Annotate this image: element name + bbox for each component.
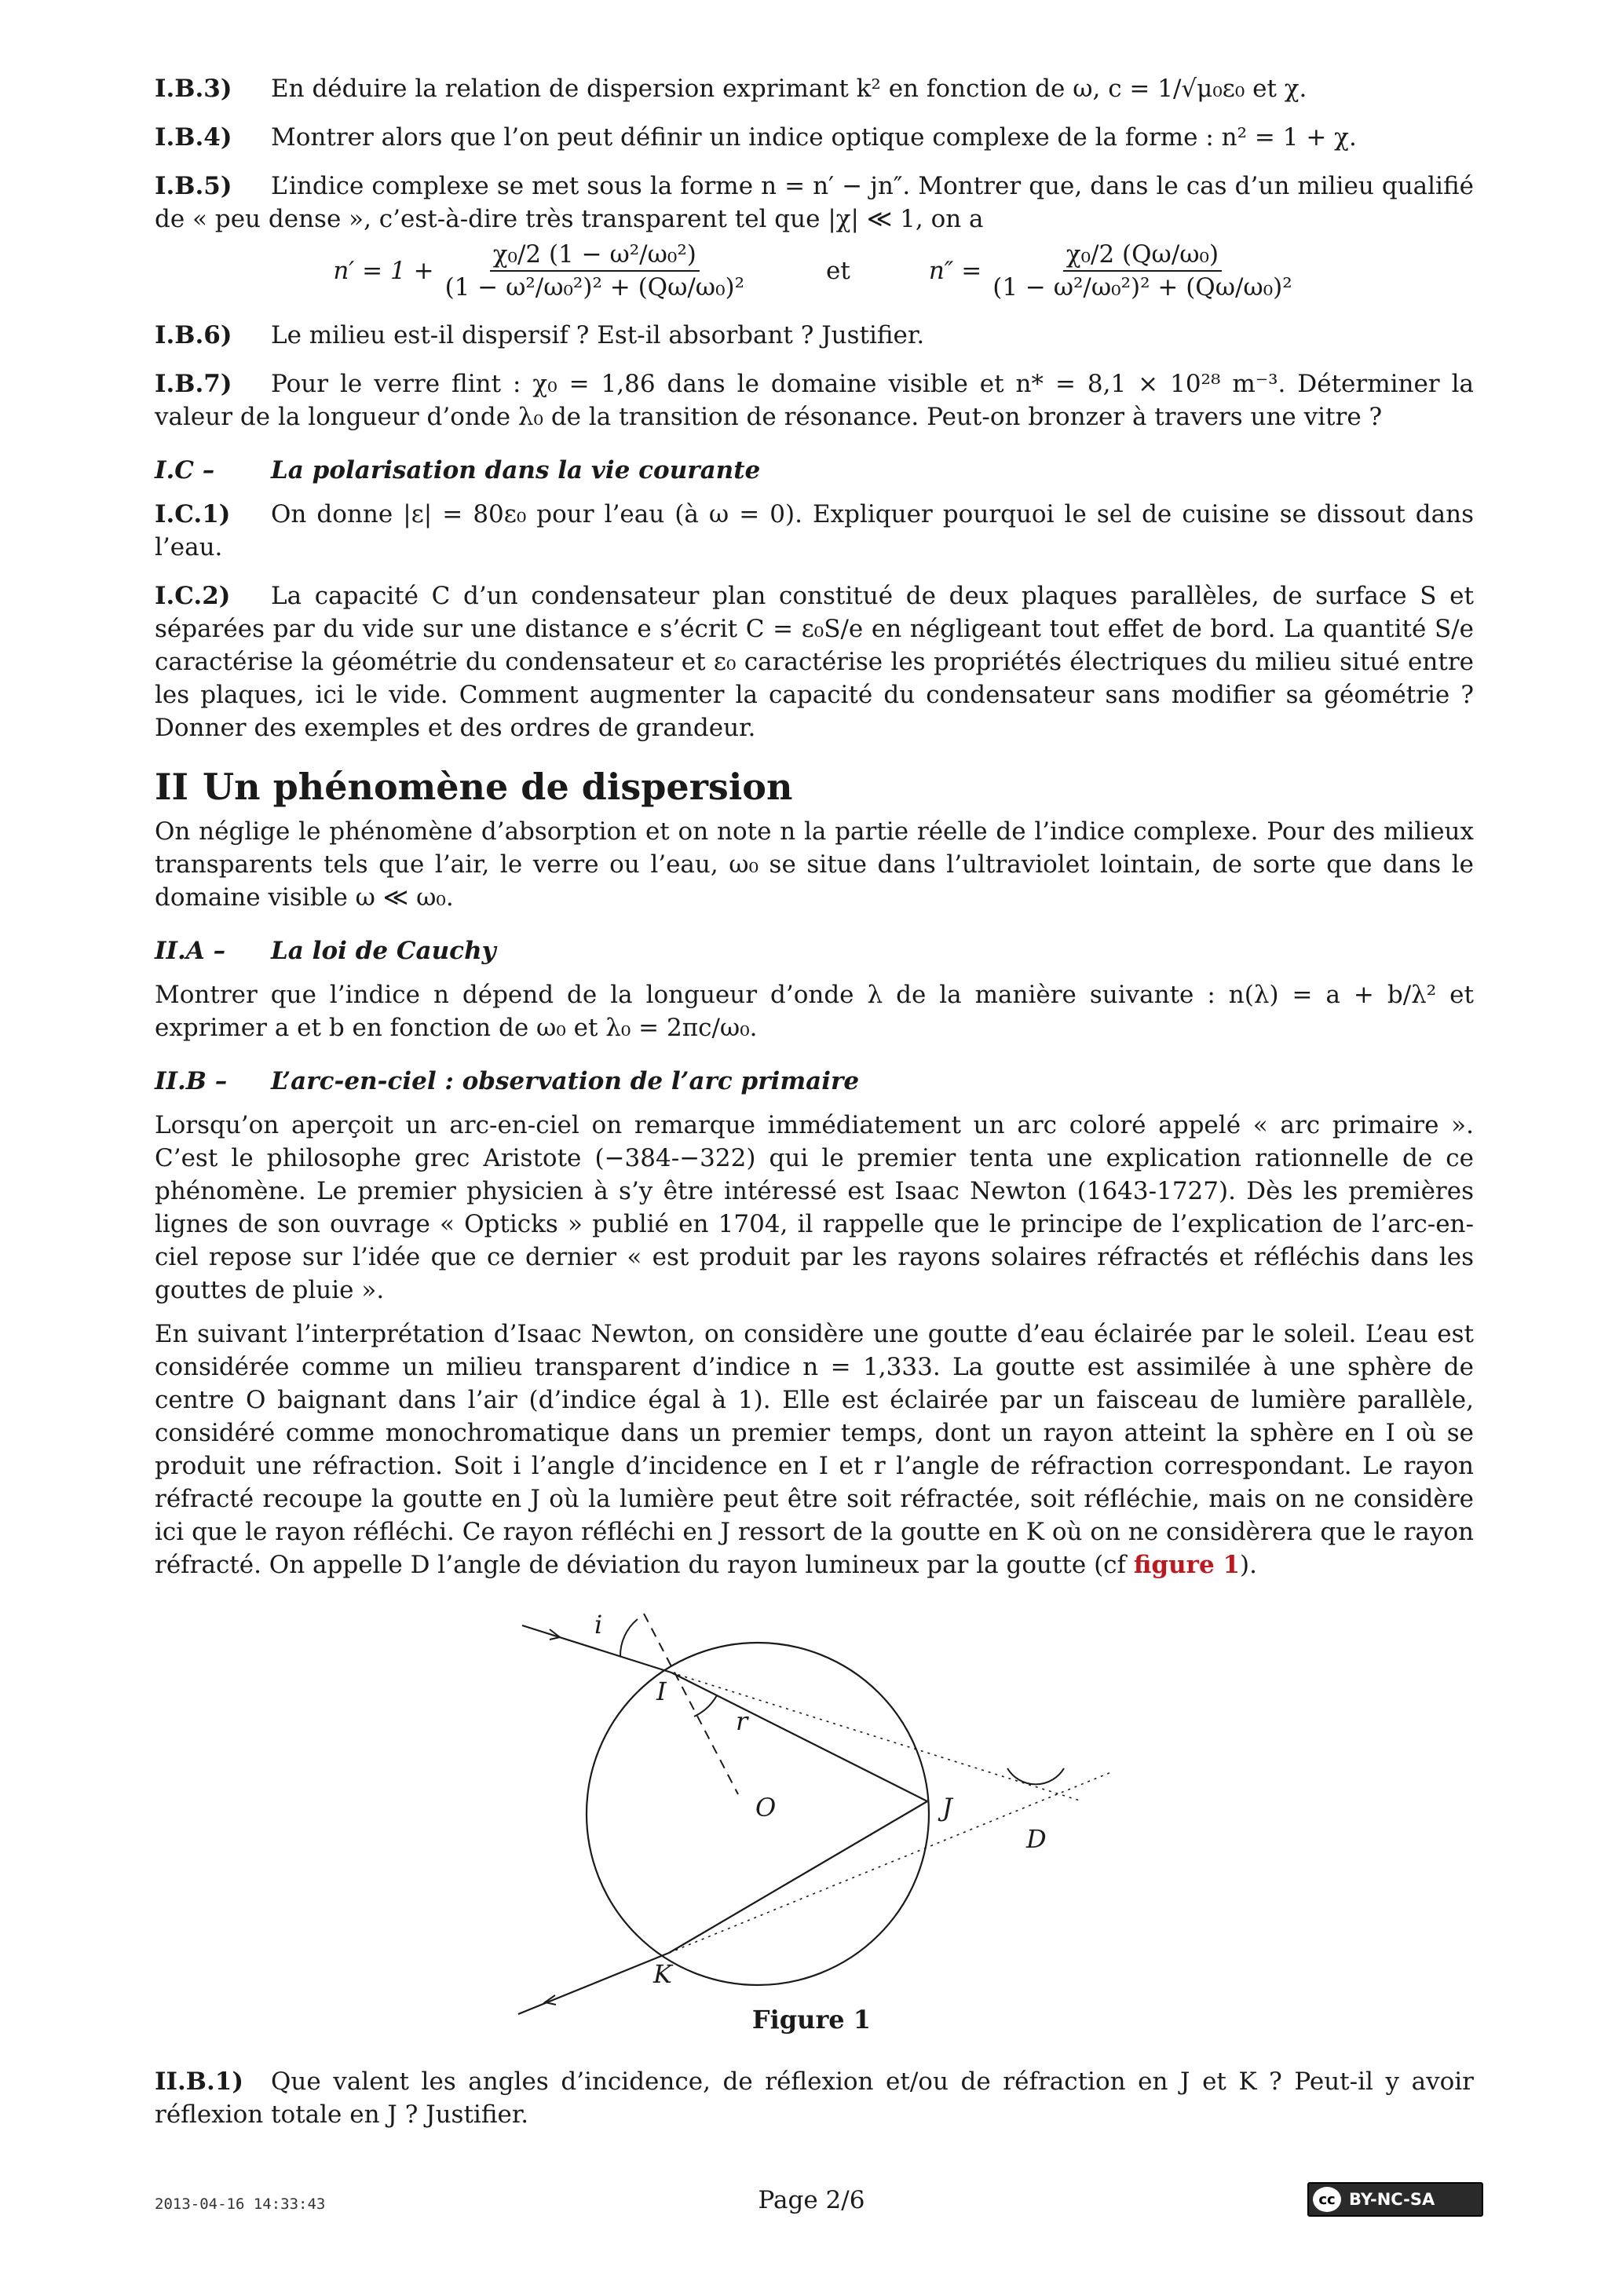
question-number: I.B.7): [155, 370, 232, 398]
display-equation: [155, 240, 1474, 302]
question-ic2: [155, 579, 1474, 744]
n-prime-denominator: (1 − ω²/ω₀²)² + (Qω/ω₀)²: [444, 273, 745, 302]
question-ic1: [155, 498, 1474, 564]
paragraph-ii-intro: On néglige le phénomène d’absorption et on note n la partie réelle de l’indice complexe. Pour des milieux transparents tels que l’air, le verre ou l’eau, ω₀ se situe dans l’ultraviolet lointain, de sorte que dans le domaine visible ω ≪ ω₀.: [155, 817, 1474, 912]
question-number: I.B.4): [155, 123, 232, 152]
question-number: I.C.2): [155, 582, 231, 610]
question-number: I.B.6): [155, 321, 232, 349]
subsection-label: II.B –: [155, 1067, 228, 1095]
paragraph-text-end: ).: [1240, 1551, 1257, 1579]
subsection-label: I.C –: [155, 456, 215, 484]
question-text: L’indice complexe se met sous la forme n = n′ − jn″. Montrer que, dans le cas d’un milieu qualifié de « peu dense », c’est-à-dire très transparent tel que |χ| ≪ 1, on a: [155, 172, 1474, 233]
subsection-title: La polarisation dans la vie courante: [271, 456, 761, 484]
angle-r-arc: [694, 1695, 717, 1717]
subsection-title: La loi de Cauchy: [271, 937, 496, 965]
angle-i-arc: [620, 1619, 638, 1657]
subsection-label: II.A –: [155, 937, 226, 965]
question-text: Que valent les angles d’incidence, de réflexion et/ou de réfraction en J et K ? Peut-il y avoir réflexion totale en J ? Justifier.: [155, 2067, 1474, 2129]
subsection-title: L’arc-en-ciel : observation de l’arc primaire: [271, 1067, 860, 1095]
section-title: Un phénomène de dispersion: [203, 766, 793, 808]
license-text: BY-NC-SA: [1349, 2190, 1435, 2209]
section-heading-ii: [155, 765, 1474, 809]
question-text: Le milieu est-il dispersif ? Est-il absorbant ? Justifier.: [271, 321, 925, 349]
question-number: I.B.5): [155, 172, 232, 200]
label-point-j: J: [942, 1793, 952, 1823]
paragraph-iib-1: Lorsqu’on aperçoit un arc-en-ciel on remarque immédiatement un arc coloré appelé « arc primaire ». C’est le philosophe grec Aristote (−384-−322) qui le premier tenta une explication rationnelle de ce phénomène. Le premier physicien à s’y être intéressé est Isaac Newton (1643-1727). Dès les premières lignes de son ouvrage « Opticks » publié en 1704, il rappelle que le principe de l’explication de l’arc-en-ciel repose sur l’idée que ce dernier « est produit par les rayons solaires réfractés et réfléchis dans les gouttes de pluie ».: [155, 1111, 1474, 1304]
refracted-ray-ij: [671, 1673, 927, 1801]
main-content: [155, 72, 1474, 1592]
page-number: Page 2/6: [758, 2186, 865, 2214]
n-second-equation: [929, 240, 1296, 302]
emergent-ray-extension: [669, 1772, 1111, 1953]
subsection-heading-iib: [155, 1065, 1474, 1098]
paragraph-text: En suivant l’interprétation d’Isaac Newton, on considère une goutte d’eau éclairée par le soleil. L’eau est considérée comme un milieu transparent d’indice n = 1,333. La goutte est assimilée à une sphère de centre O baignant dans l’air (d’indice égal à 1). Elle est éclairée par un faisceau de lumière parallèle, considéré comme monochromatique dans un premier temps, dont un rayon atteint la sphère en I où se produit une réfraction. Soit i l’angle d’incidence en I et r l’angle de réfraction correspondant. Le rayon réfracté recoupe la goutte en J où la lumière peut être soit réfractée, soit réfléchie, mais on ne considère ici que le rayon réfléchi. Ce rayon réfléchi en J ressort de la goutte en K où on ne considèrera que le rayon réfracté. On appelle D l’angle de déviation du rayon lumineux par la goutte (cf: [155, 1320, 1474, 1579]
question-ib6: [155, 319, 1474, 352]
label-angle-i: i: [594, 1610, 603, 1640]
subsection-heading-ic: [155, 454, 1474, 487]
question-text: Montrer alors que l’on peut définir un indice optique complexe de la forme : n² = 1 + χ.: [271, 123, 1357, 152]
label-center-o: O: [755, 1793, 777, 1823]
equation-connector: et: [826, 257, 850, 285]
paragraph-iia: Montrer que l’indice n dépend de la longueur d’onde λ de la manière suivante : n(λ) = a + b/λ² et exprimer a et b en fonction de ω₀ et λ₀ = 2πc/ω₀.: [155, 981, 1474, 1042]
question-ib5: [155, 170, 1474, 236]
question-ib3: [155, 72, 1474, 105]
question-number: I.C.1): [155, 500, 231, 528]
question-ib4: [155, 121, 1474, 154]
question-iib1: [155, 2065, 1474, 2131]
question-text: Pour le verre flint : χ₀ = 1,86 dans le domaine visible et n* = 8,1 × 10²⁸ m⁻³. Déterminer la valeur de la longueur d’onde λ₀ de la transition de résonance. Peut-on bronzer à travers une vitre ?: [155, 370, 1474, 431]
n-prime-numerator: χ₀/2 (1 − ω²/ω₀²): [490, 240, 700, 272]
figure-reference-link[interactable]: figure 1: [1133, 1551, 1241, 1579]
cc-logo-icon: cc: [1313, 2187, 1341, 2212]
license-badge[interactable]: [1307, 2182, 1483, 2217]
question-iib1-block: [155, 2065, 1474, 2147]
question-text: En déduire la relation de dispersion exprimant k² en fonction de ω, c = 1/√μ₀ε₀ et χ.: [271, 75, 1307, 103]
n-second-fraction: [989, 240, 1295, 302]
paragraph-iib-2: [155, 1318, 1474, 1581]
subsection-heading-iia: [155, 934, 1474, 967]
section-number: II: [155, 766, 189, 808]
label-angle-r: r: [736, 1706, 748, 1736]
n-prime-fraction: [442, 240, 748, 302]
incident-ray-extension: [671, 1673, 1080, 1801]
question-number: I.B.3): [155, 75, 232, 103]
n-prime-equation: [333, 240, 748, 302]
question-text: On donne |ε| = 80ε₀ pour l’eau (à ω = 0). Expliquer pourquoi le sel de cuisine se dissout dans l’eau.: [155, 500, 1474, 561]
label-point-i: I: [656, 1676, 667, 1706]
n-second-denominator: (1 − ω²/ω₀²)² + (Qω/ω₀)²: [992, 273, 1292, 302]
figure-rainbow-drop: [503, 1598, 1146, 2038]
n-prime-lhs: n′ = 1 +: [333, 257, 434, 285]
n-second-numerator: χ₀/2 (Qω/ω₀): [1063, 240, 1222, 272]
question-ib7: [155, 367, 1474, 433]
question-number: II.B.1): [155, 2067, 244, 2096]
angle-d-arc: [1007, 1768, 1064, 1784]
label-angle-d: D: [1026, 1824, 1047, 1854]
n-second-lhs: n″ =: [928, 257, 982, 285]
question-text: La capacité C d’un condensateur plan constitué de deux plaques parallèles, de surface S et séparées par du vide sur une distance e s’écrit C = ε₀S/e en négligeant tout effet de bord. La quantité S/e caractérise la géométrie du condensateur et ε₀ caractérise les propriétés électriques du milieu situé entre les plaques, ici le vide. Comment augmenter la capacité du condensateur sans modifier sa géométrie ? Donner des exemples et des ordres de grandeur.: [155, 582, 1474, 742]
footer-date: 2013-04-16 14:33:43: [155, 2195, 326, 2213]
label-point-k: K: [653, 1959, 672, 1989]
reflected-ray-jk: [669, 1801, 927, 1953]
figure-caption: Figure 1: [751, 2005, 872, 2035]
